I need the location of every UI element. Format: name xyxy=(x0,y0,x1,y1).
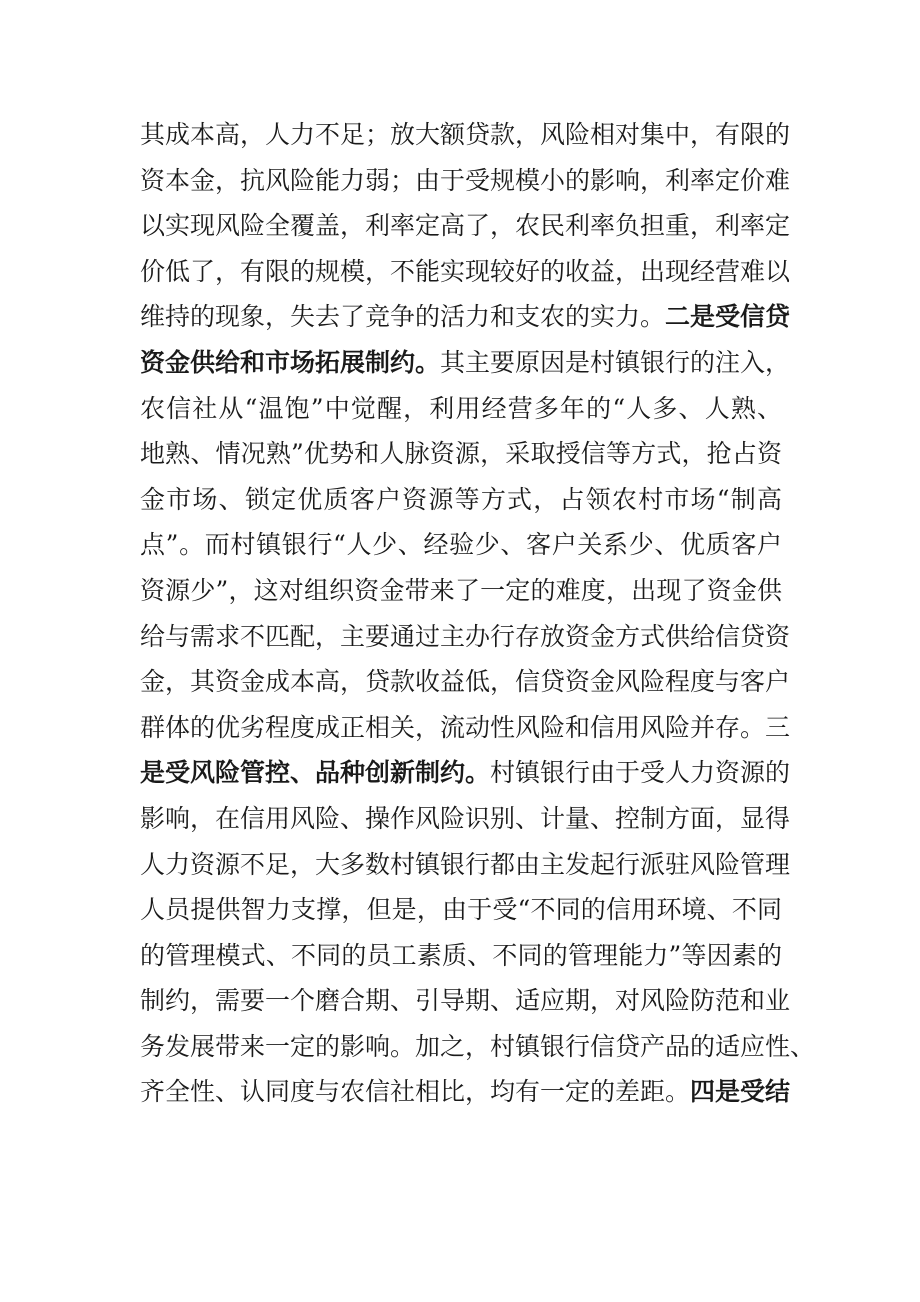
text-line xyxy=(140,887,782,933)
text-line xyxy=(140,1069,791,1115)
text-segment: 金，其资金成本高，贷款收益低，信贷资金风险程度与客户 xyxy=(140,667,791,697)
text-segment: 的管理模式、不同的员工素质、不同的管理能力”等因素的 xyxy=(140,940,782,970)
text-segment: 人力资源不足，大多数村镇银行都由主发起行派驻风险管理 xyxy=(140,849,791,879)
text-segment: 齐全性、认同度与农信社相比，均有一定的差距。 xyxy=(140,1077,691,1107)
text-line xyxy=(140,614,791,660)
text-segment: 村镇银行由于受人力资源的 xyxy=(490,758,791,788)
text-line xyxy=(140,477,782,523)
text-segment: 点”。而村镇银行“人少、经验少、客户关系少、优质客户 xyxy=(140,530,782,560)
text-segment: 给与需求不匹配，主要通过主办行存放资金方式供给信贷资 xyxy=(140,621,791,651)
text-line xyxy=(140,112,791,158)
text-segment: 制约，需要一个磨合期、引导期、适应期，对风险防范和业 xyxy=(140,986,791,1016)
text-segment: 资源少”，这对组织资金带来了一定的难度，出现了资金供 xyxy=(140,575,782,605)
text-line xyxy=(140,158,791,204)
text-line xyxy=(140,1024,816,1070)
text-line xyxy=(140,203,791,249)
text-segment: 地熟、情况熟”优势和人脉资源，采取授信等方式，抢占资 xyxy=(140,439,782,469)
text-segment: 以实现风险全覆盖，利率定高了，农民利率负担重，利率定 xyxy=(140,211,791,241)
text-segment: 资本金，抗风险能力弱；由于受规模小的影响，利率定价难 xyxy=(140,165,791,195)
text-segment: 金市场、锁定优质客户资源等方式，占领农村市场“制高 xyxy=(140,484,782,514)
text-line xyxy=(140,568,782,614)
body-text xyxy=(140,112,816,1115)
text-line xyxy=(140,978,791,1024)
bold-heading-segment: 是受风险管控、品种创新制约。 xyxy=(140,758,491,788)
bold-heading-segment: 资金供给和市场拓展制约。 xyxy=(140,347,441,377)
text-line xyxy=(140,431,782,477)
text-segment: 价低了，有限的规模，不能实现较好的收益，出现经营难以 xyxy=(140,256,791,286)
text-line xyxy=(140,796,791,842)
text-line xyxy=(140,750,791,796)
text-segment: 其成本高，人力不足；放大额贷款，风险相对集中，有限的 xyxy=(140,120,791,149)
bold-heading-segment: 四是受结 xyxy=(690,1077,791,1107)
text-segment: 影响，在信用风险、操作风险识别、计量、控制方面，显得 xyxy=(140,803,791,833)
text-segment: 群体的优劣程度成正相关，流动性风险和信用风险并存。三 xyxy=(140,712,791,742)
text-line xyxy=(140,340,791,386)
text-line xyxy=(140,705,791,751)
text-line xyxy=(140,522,782,568)
text-line xyxy=(140,386,782,432)
text-line xyxy=(140,294,791,340)
text-segment: 人员提供智力支撑，但是，由于受“不同的信用环境、不同 xyxy=(140,895,782,925)
bold-heading-segment: 二是受信贷 xyxy=(665,302,791,332)
text-line xyxy=(140,659,791,705)
text-segment: 维持的现象，失去了竞争的活力和支农的实力。 xyxy=(140,302,666,332)
text-line xyxy=(140,249,791,295)
text-segment: 农信社从“温饱”中觉醒，利用经营多年的“人多、人熟、 xyxy=(140,393,782,423)
text-line xyxy=(140,933,782,979)
text-line xyxy=(140,842,791,888)
text-segment: 其主要原因是村镇银行的注入， xyxy=(440,347,791,377)
text-segment: 务发展带来一定的影响。加之，村镇银行信贷产品的适应性、 xyxy=(140,1031,816,1061)
